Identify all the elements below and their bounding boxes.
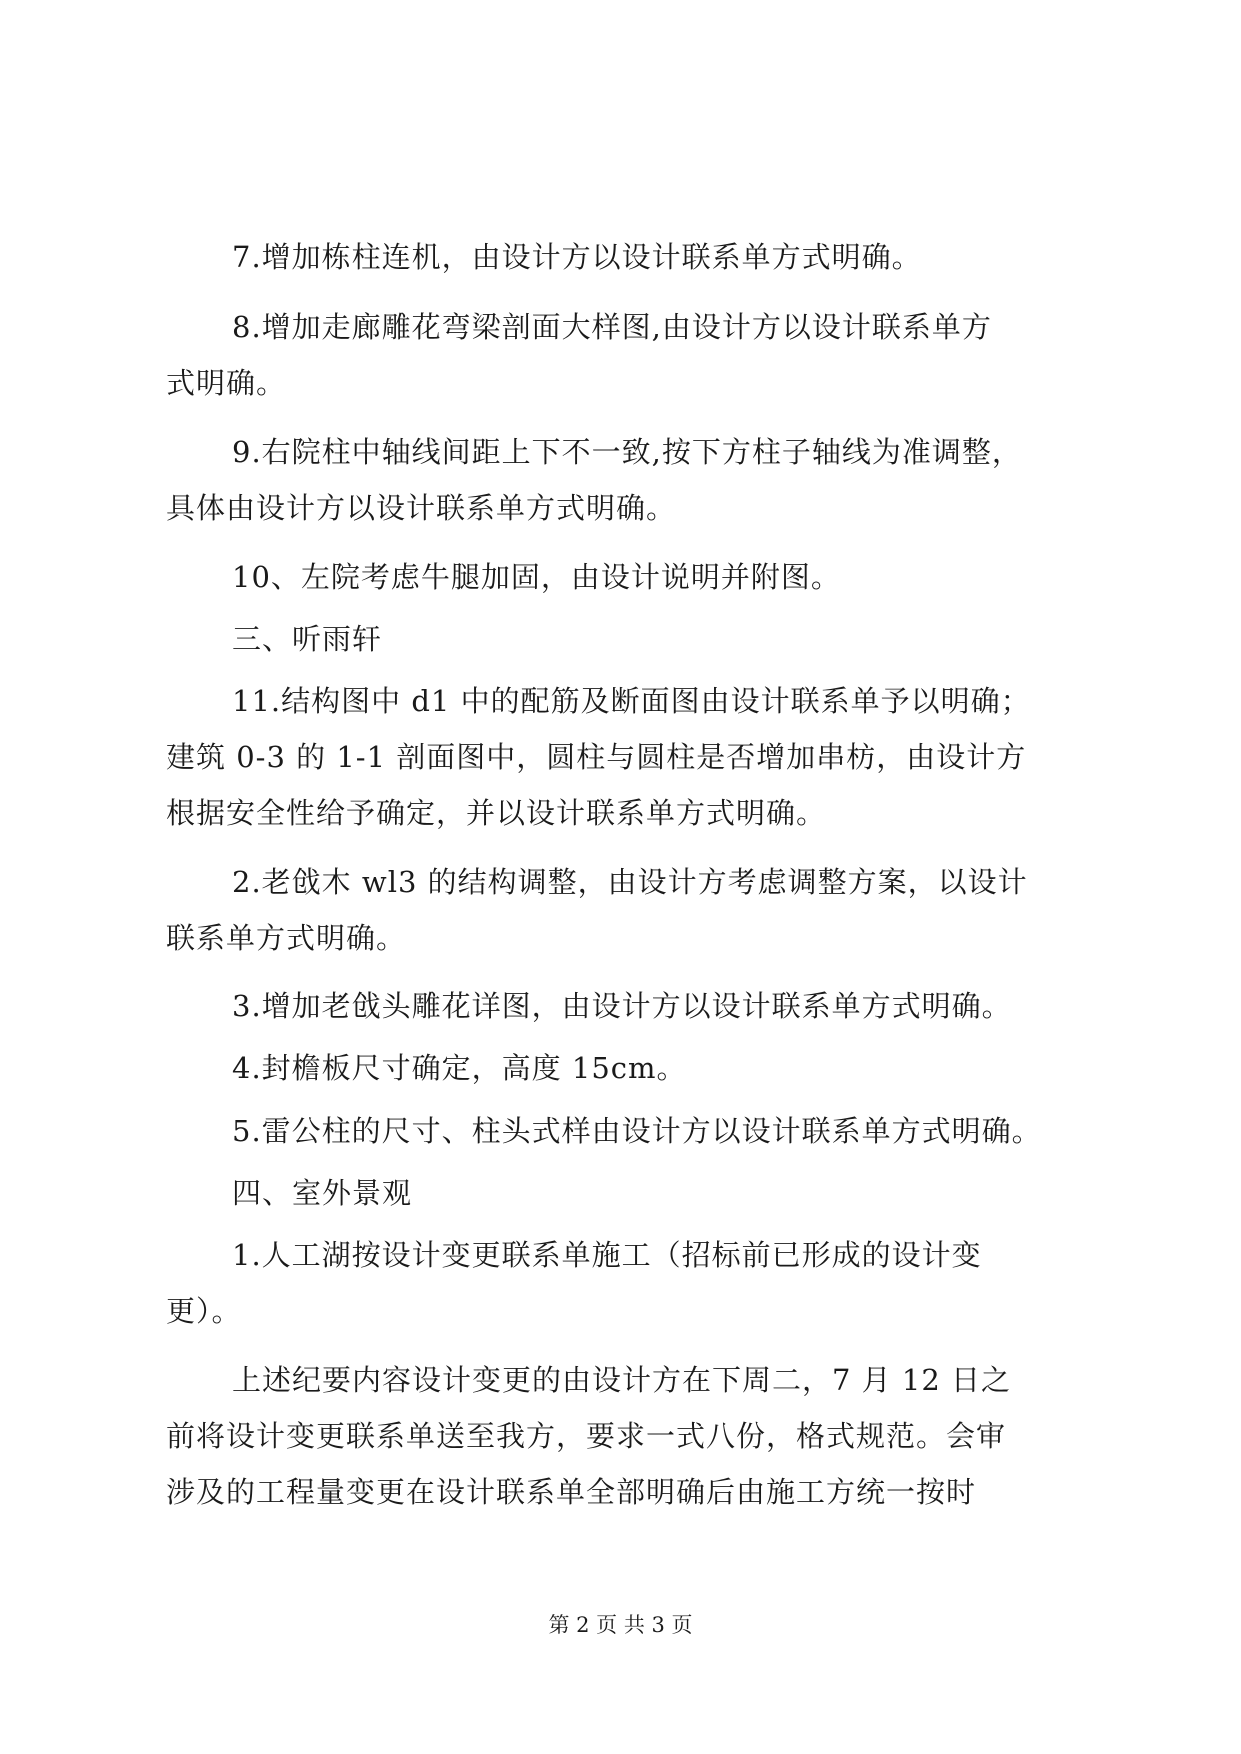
summary-line-2: 前将设计变更联系单送至我方，要求一式八份，格式规范。会审 [166, 1419, 1007, 1453]
page-number-footer: 第 2 页 共 3 页 [548, 1613, 693, 1637]
item-1-line-1: 1.人工湖按设计变更联系单施工（招标前已形成的设计变 [232, 1238, 982, 1272]
item-2-line-2: 联系单方式明确。 [166, 921, 407, 955]
item-11-line-1: 11.结构图中 d1 中的配筋及断面图由设计联系单予以明确； [232, 684, 1031, 718]
item-10: 10、左院考虑牛腿加固，由设计说明并附图。 [232, 560, 841, 594]
summary-line-1: 上述纪要内容设计变更的由设计方在下周二，7 月 12 日之 [232, 1363, 1012, 1397]
item-9-line-2: 具体由设计方以设计联系单方式明确。 [166, 491, 677, 525]
item-7: 7.增加栋柱连机，由设计方以设计联系单方式明确。 [232, 240, 922, 274]
item-11-line-2: 建筑 0-3 的 1-1 剖面图中，圆柱与圆柱是否增加串枋，由设计方 [166, 740, 1027, 774]
item-8-line-2: 式明确。 [166, 366, 287, 400]
section-heading-3: 三、听雨轩 [232, 622, 383, 656]
item-1-line-2: 更）。 [166, 1294, 242, 1328]
item-4: 4.封檐板尺寸确定，高度 15cm。 [232, 1051, 687, 1085]
item-11-line-3: 根据安全性给予确定，并以设计联系单方式明确。 [166, 796, 827, 830]
section-heading-4: 四、室外景观 [232, 1176, 413, 1210]
item-3: 3.增加老戗头雕花详图，由设计方以设计联系单方式明确。 [232, 989, 1012, 1023]
summary-line-3: 涉及的工程量变更在设计联系单全部明确后由施工方统一按时 [166, 1475, 977, 1509]
item-8-line-1: 8.增加走廊雕花弯梁剖面大样图,由设计方以设计联系单方 [232, 310, 992, 344]
item-9-line-1: 9.右院柱中轴线间距上下不一致,按下方柱子轴线为准调整， [232, 435, 1022, 469]
item-5: 5.雷公柱的尺寸、柱头式样由设计方以设计联系单方式明确。 [232, 1114, 1042, 1148]
item-2-line-1: 2.老戗木 wl3 的结构调整，由设计方考虑调整方案，以设计 [232, 865, 1028, 899]
